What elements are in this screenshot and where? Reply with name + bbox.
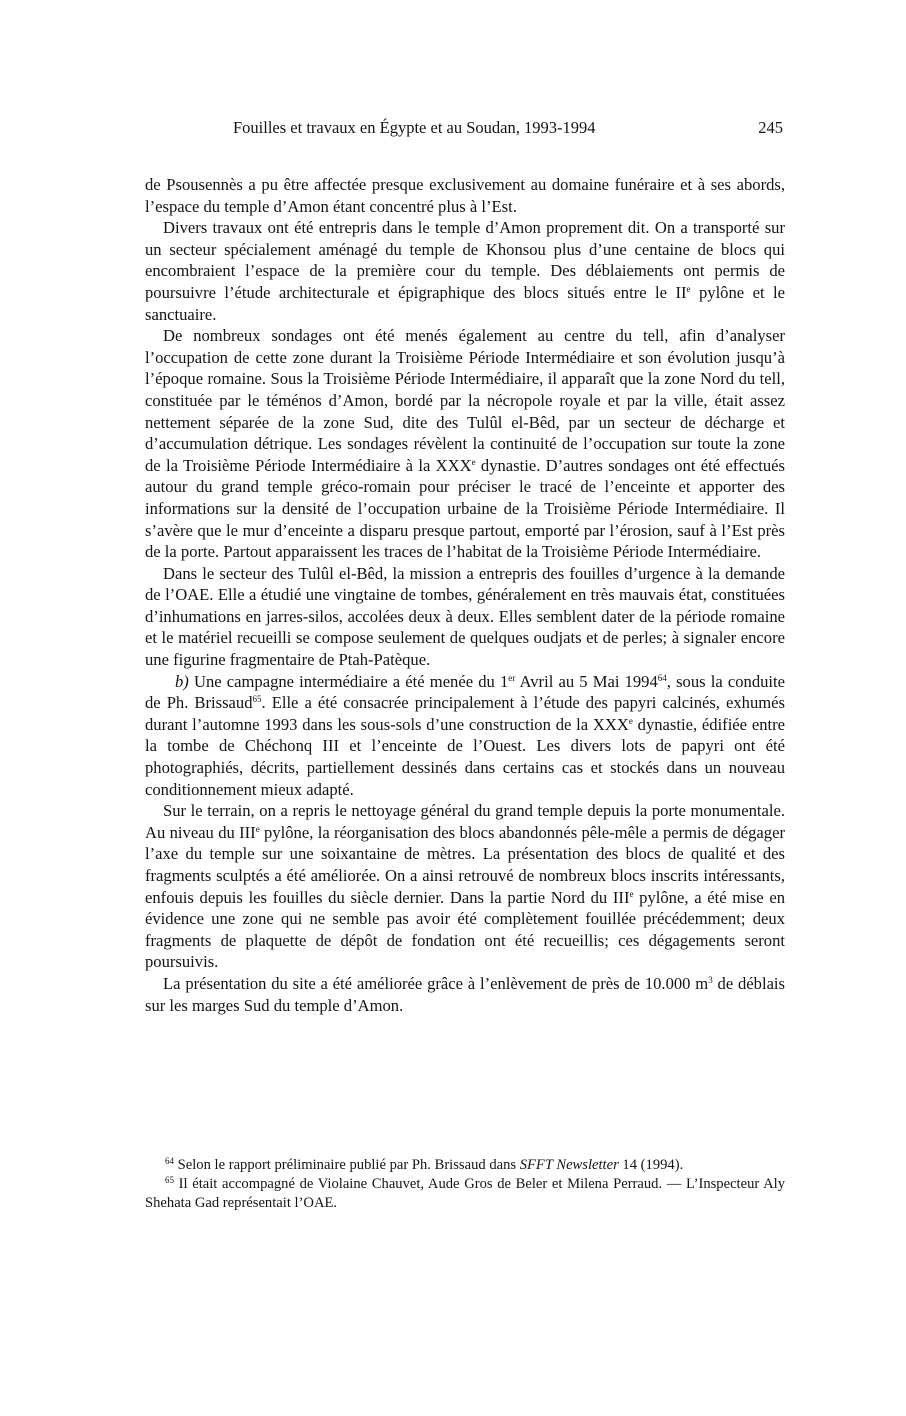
footnote-text: Il était accompagné de Violaine Chauvet, Aude Gros de Beler et Milena Perraud. — L’Inspecteur Aly Shehata Gad représentait l’OAE. bbox=[145, 1176, 785, 1211]
footnote-64 bbox=[145, 1156, 785, 1175]
paragraph bbox=[145, 973, 785, 1016]
paragraph-text: pylône et le sanctuaire. bbox=[145, 282, 785, 324]
superscript: 3 bbox=[708, 974, 713, 985]
paragraph bbox=[145, 800, 785, 973]
page-number: 245 bbox=[758, 118, 783, 137]
paragraph bbox=[145, 325, 785, 563]
superscript: e bbox=[629, 888, 634, 899]
paragraph-text: pylône, la réorganisation des blocs abandonnés pêle-mêle a permis de dégager l’axe du temple sur une soixantaine de mètres. La présentation des blocs de qualité et des fragments sculptés a été améliorée. On a ainsi retrouvé de nombreux blocs inscrits intéressants, enfouis depuis les fouilles du siècle dernier. Dans la partie Nord du III bbox=[145, 822, 785, 907]
superscript: er bbox=[508, 672, 516, 683]
paragraph-text: , sous la conduite de Ph. Brissaud bbox=[145, 671, 785, 713]
paragraph-text: dynastie. D’autres sondages ont été effectués autour du grand temple gréco-romain pour préciser le tracé de l’enceinte et apporter des informations sur la densité de l’occupation urbaine de la Troisième Période Intermédiaire. Il s’avère que le mur d’enceinte a disparu presque partout, emporté par l’érosion, sauf à l’Est près de la porte. Partout apparaissent les traces de l’habitat de la Troisième Période Intermédiaire. bbox=[145, 455, 785, 562]
footnote-text: 14 (1994). bbox=[618, 1157, 684, 1173]
paragraph-text: De nombreux sondages ont été menés également au centre du tell, afin d’analyser l’occupation de cette zone durant la Troisième Période Intermédiaire et son évolution jusqu’à l’époque romaine. Sous la Troisième Période Intermédiaire, il apparaît que la zone Nord du tell, constituée par le téménos d’Amon, bordé par la nécropole royale et par la ville, était assez nettement séparée de la zone Sud, dite des Tulûl el-Bêd, par un secteur de décharge et d’accumulation détrique. Les sondages révèlent la continuité de l’occupation sur toute la zone de la Troisième Période Intermédiaire à la XXX bbox=[145, 326, 785, 475]
paragraph-text: La présentation du site a été améliorée grâce à l’enlèvement de près de 10.000 m bbox=[163, 973, 709, 993]
paragraph-text: Divers travaux ont été entrepris dans le temple d’Amon proprement dit. On a transporté sur un secteur spécialement aménagé du temple de Khonsou plus d’une centaine de blocs qui encombraient l’espace de la première cour du temple. Des déblaiements ont permis de poursuivre l’étude architecturale et épigraphique des blocs situés entre le II bbox=[145, 218, 785, 302]
superscript: e bbox=[686, 283, 691, 294]
paragraph-text: Avril au 5 Mai 1994 bbox=[515, 671, 658, 691]
footnote-italic-title: SFFT Newsletter bbox=[519, 1157, 619, 1173]
superscript: e bbox=[628, 715, 633, 726]
paragraph-text: dynastie, édifiée entre la tombe de Chéchonq III et l’enceinte de l’Ouest. Les divers lots de papyri ont été photographiés, décrits, partiellement dessinés dans certains cas et stockés dans un nouveau conditionnement mieux adapté. bbox=[145, 714, 785, 799]
paragraph bbox=[145, 174, 785, 217]
paragraph bbox=[145, 563, 785, 671]
superscript: e bbox=[471, 456, 476, 467]
paragraph-text: Dans le secteur des Tulûl el-Bêd, la mission a entrepris des fouilles d’urgence à la demande de l’OAE. Elle a étudié une vingtaine de tombes, généralement en très mauvais état, constituées d’inhumations en jarres-silos, accolées deux à deux. Elles semblent dater de la période romaine et le matériel recueilli se compose seulement de quelques oudjats et de perles; à signaler encore une figurine fragmentaire de Ptah-Patèque. bbox=[145, 563, 785, 670]
footnote-text: Selon le rapport préliminaire publié par Ph. Brissaud dans bbox=[174, 1157, 520, 1173]
paragraph bbox=[145, 217, 785, 325]
paragraph-subsection-b bbox=[145, 671, 785, 801]
footnote-ref-64[interactable]: 64 bbox=[657, 672, 667, 683]
paragraph-text: Sur le terrain, on a repris le nettoyage général du grand temple depuis la porte monumentale. Au niveau du III bbox=[145, 801, 785, 842]
paragraph-text: de Psousennès a pu être affectée presque exclusivement au domaine funéraire et à ses abords, l’espace du temple d’Amon étant concentré plus à l’Est. bbox=[145, 175, 785, 216]
paragraph-text: Une campagne intermédiaire a été menée du 1 bbox=[188, 671, 509, 691]
subsection-label: b) bbox=[175, 671, 189, 691]
body-text bbox=[145, 174, 785, 1016]
footnotes bbox=[145, 1156, 785, 1213]
superscript: e bbox=[255, 823, 260, 834]
running-header bbox=[145, 118, 785, 142]
footnote-number: 65 bbox=[165, 1175, 174, 1185]
running-title: Fouilles et travaux en Égypte et au Soudan, 1993-1994 bbox=[233, 118, 596, 137]
paragraph-text: pylône, a été mise en évidence une zone qui ne semble pas avoir été complètement fouillée précédemment; deux fragments de plaquette de dépôt de fondation ont été recueillis; ces dégagements seront poursuivis. bbox=[145, 887, 785, 972]
footnote-number: 64 bbox=[165, 1156, 174, 1166]
footnote-65 bbox=[145, 1175, 785, 1213]
paragraph-text: de déblais sur les marges Sud du temple d’Amon. bbox=[145, 973, 786, 1015]
footnote-ref-65[interactable]: 65 bbox=[252, 694, 262, 705]
paragraph-text: . Elle a été consacrée principalement à l’étude des papyri calcinés, exhumés durant l’automne 1993 dans les sous-sols d’une construction de la XXX bbox=[145, 693, 785, 734]
